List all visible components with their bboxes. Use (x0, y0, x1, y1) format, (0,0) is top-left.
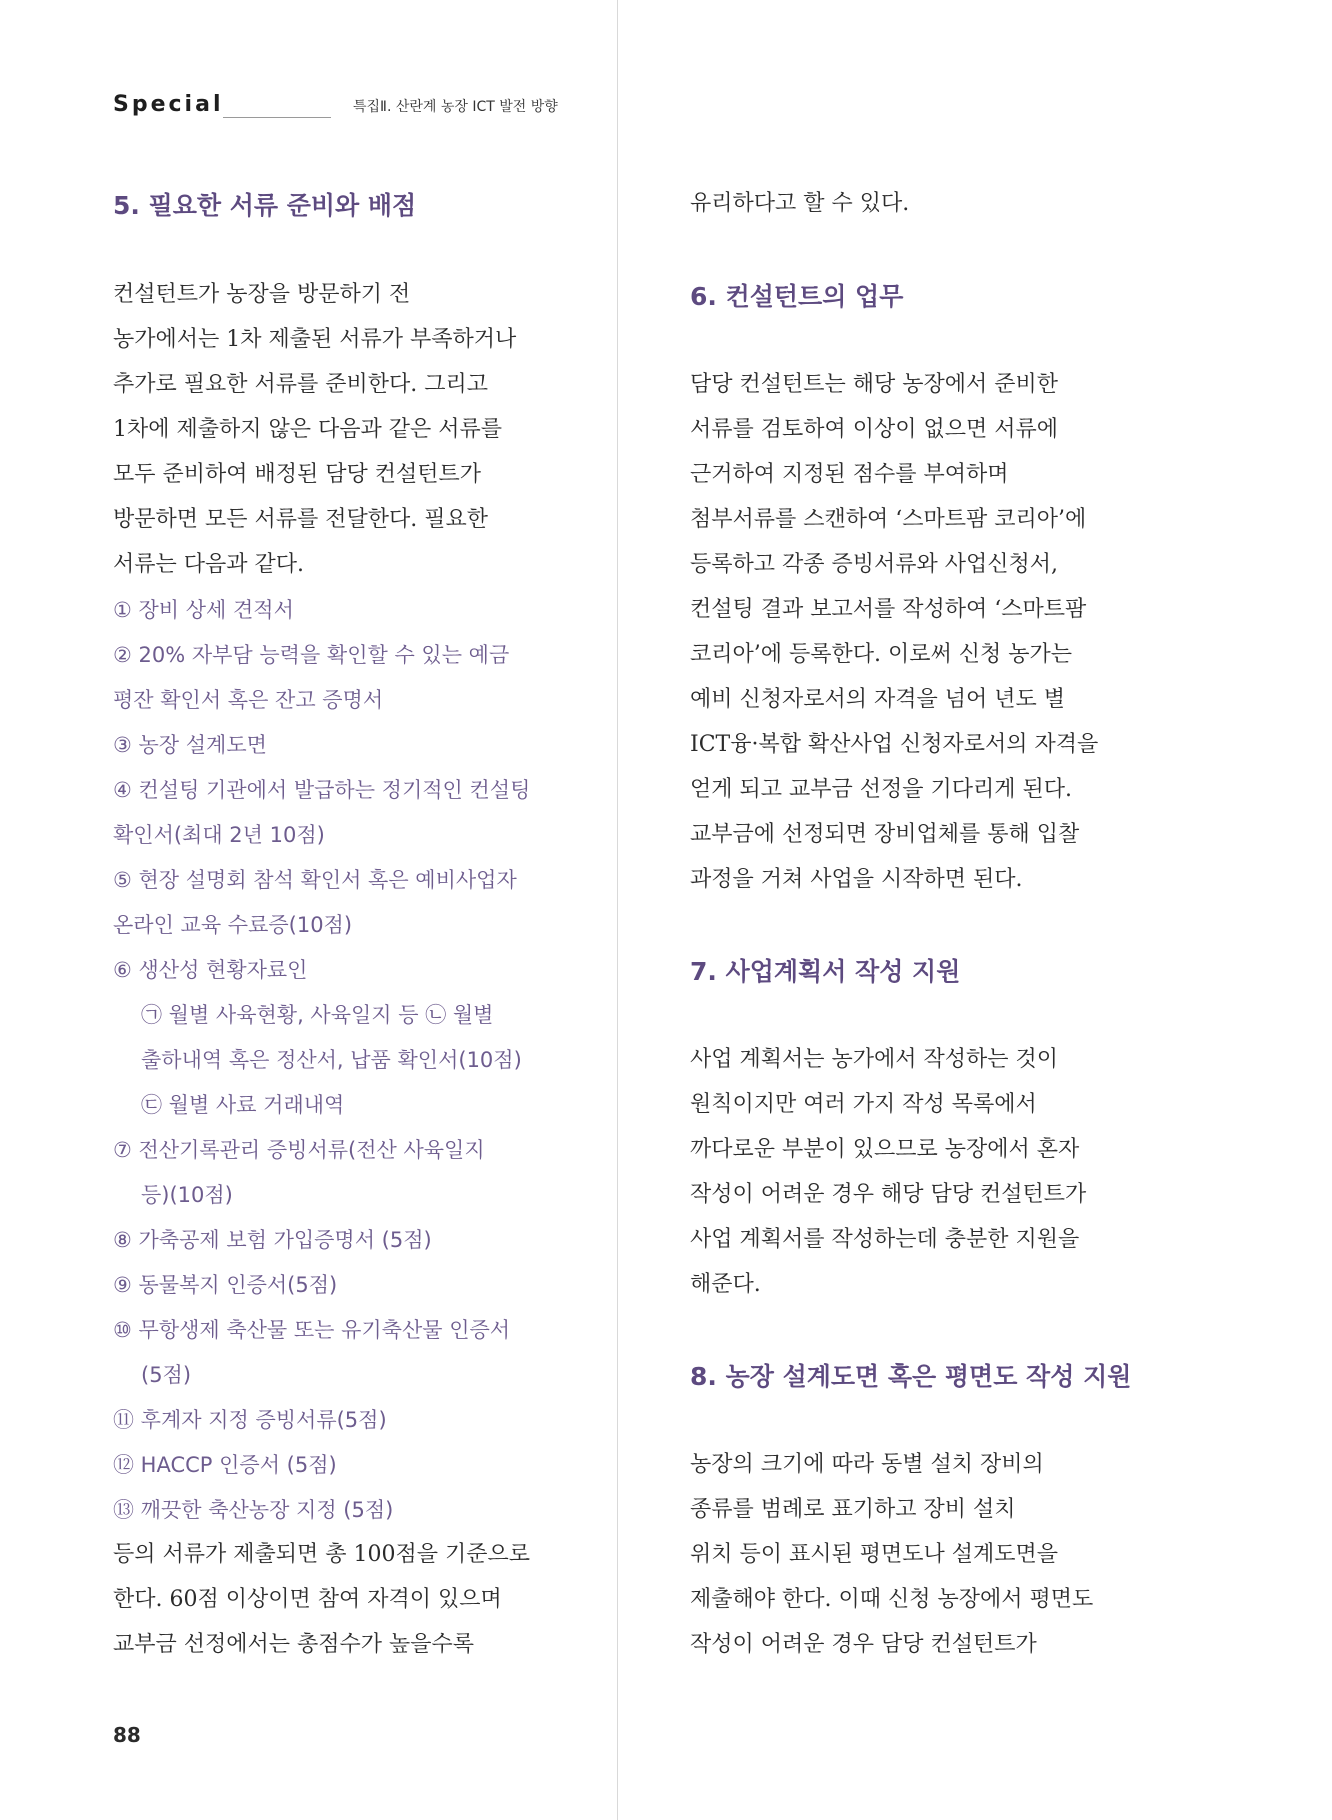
document-list-item: ① 장비 상세 견적서 (113, 598, 294, 622)
paragraph-line: 교부금 선정에서는 총점수가 높을수록 (113, 1632, 475, 1657)
document-list-item: ⑬ 깨끗한 축산농장 지정 (5점) (113, 1498, 394, 1522)
paragraph-line: 작성이 어려운 경우 해당 담당 컨설턴트가 (690, 1182, 1087, 1207)
paragraph-line: 담당 컨설턴트는 해당 농장에서 준비한 (690, 372, 1059, 397)
paragraph-line: 한다. 60점 이상이면 참여 자격이 있으며 (113, 1587, 502, 1612)
section-heading-6: 6. 컨설턴트의 업무 (690, 282, 904, 311)
paragraph-line: 유리하다고 할 수 있다. (690, 191, 910, 216)
document-sub-item: 출하내역 혹은 정산서, 납품 확인서(10점) (141, 1048, 522, 1072)
document-list-item: ⑧ 가축공제 보험 가입증명서 (5점) (113, 1228, 432, 1252)
document-list-item: ⑨ 동물복지 인증서(5점) (113, 1273, 338, 1297)
paragraph-line: 첨부서류를 스캔하여 ‘스마트팜 코리아’에 (690, 507, 1087, 532)
document-sub-item: ㉢ 월별 사료 거래내역 (141, 1093, 345, 1117)
page-header (113, 90, 633, 122)
document-list-item: ③ 농장 설계도면 (113, 733, 267, 757)
paragraph-line: 근거하여 지정된 점수를 부여하며 (690, 462, 1009, 487)
page-gutter-divider (617, 0, 618, 1820)
paragraph-line: 등록하고 각종 증빙서류와 사업신청서, (690, 552, 1059, 577)
paragraph-line: 얻게 되고 교부금 선정을 기다리게 된다. (690, 777, 1072, 802)
paragraph-line: 작성이 어려운 경우 담당 컨설턴트가 (690, 1632, 1037, 1657)
section-heading-5: 5. 필요한 서류 준비와 배점 (113, 191, 417, 220)
paragraph-line: 원칙이지만 여러 가지 작성 목록에서 (690, 1092, 1037, 1117)
document-list-item: ⑫ HACCP 인증서 (5점) (113, 1453, 337, 1477)
paragraph-line: 방문하면 모든 서류를 전달한다. 필요한 (113, 507, 488, 532)
document-list-item: ② 20% 자부담 능력을 확인할 수 있는 예금 (113, 643, 510, 667)
document-list-item: ⑥ 생산성 현황자료인 (113, 958, 308, 982)
document-list-item: 확인서(최대 2년 10점) (113, 823, 325, 847)
document-list-item: 평잔 확인서 혹은 잔고 증명서 (113, 688, 384, 712)
paragraph-line: 사업 계획서를 작성하는데 충분한 지원을 (690, 1227, 1080, 1252)
document-list-item: (5점) (141, 1363, 192, 1387)
paragraph-line: ICT융·복합 확산사업 신청자로서의 자격을 (690, 732, 1099, 757)
paragraph-line: 사업 계획서는 농가에서 작성하는 것이 (690, 1047, 1059, 1072)
section-heading-7: 7. 사업계획서 작성 지원 (690, 957, 961, 986)
section-brand: Special (113, 92, 224, 117)
document-list-item: ⑤ 현장 설명회 참석 확인서 혹은 예비사업자 (113, 868, 517, 892)
paragraph-line: 종류를 범례로 표기하고 장비 설치 (690, 1497, 1016, 1522)
paragraph-line: 등의 서류가 제출되면 총 100점을 기준으로 (113, 1542, 530, 1567)
paragraph-line: 컨설팅 결과 보고서를 작성하여 ‘스마트팜 (690, 597, 1087, 622)
document-list-item: 온라인 교육 수료증(10점) (113, 913, 353, 937)
paragraph-line: 1차에 제출하지 않은 다음과 같은 서류를 (113, 417, 502, 442)
paragraph-line: 제출해야 한다. 이때 신청 농장에서 평면도 (690, 1587, 1094, 1612)
paragraph-line: 서류는 다음과 같다. (113, 552, 304, 577)
paragraph-line: 추가로 필요한 서류를 준비한다. 그리고 (113, 372, 488, 397)
paragraph-line: 위치 등이 표시된 평면도나 설계도면을 (690, 1542, 1059, 1567)
paragraph-line: 농가에서는 1차 제출된 서류가 부족하거나 (113, 327, 517, 352)
paragraph-line: 코리아’에 등록한다. 이로써 신청 농가는 (690, 642, 1072, 667)
paragraph-line: 해준다. (690, 1272, 761, 1297)
document-list-item: ⑦ 전산기록관리 증빙서류(전산 사육일지 (113, 1138, 485, 1162)
running-title: 특집Ⅱ. 산란계 농장 ICT 발전 방향 (353, 99, 558, 115)
section-heading-8: 8. 농장 설계도면 혹은 평면도 작성 지원 (690, 1362, 1132, 1391)
document-list-item: ⑩ 무항생제 축산물 또는 유기축산물 인증서 (113, 1318, 511, 1342)
document-list-item: 등)(10점) (141, 1183, 233, 1207)
paragraph-line: 예비 신청자로서의 자격을 넘어 년도 별 (690, 687, 1065, 712)
page-number: 88 (113, 1723, 141, 1747)
paragraph-line: 교부금에 선정되면 장비업체를 통해 입찰 (690, 822, 1080, 847)
paragraph-line: 모두 준비하여 배정된 담당 컨설턴트가 (113, 462, 482, 487)
document-list-item: ⑪ 후계자 지정 증빙서류(5점) (113, 1408, 387, 1432)
document-list-item: ④ 컨설팅 기관에서 발급하는 정기적인 컨설팅 (113, 778, 531, 802)
paragraph-line: 과정을 거쳐 사업을 시작하면 된다. (690, 867, 1023, 892)
paragraph-line: 컨설턴트가 농장을 방문하기 전 (113, 282, 411, 307)
paragraph-line: 서류를 검토하여 이상이 없으면 서류에 (690, 417, 1059, 442)
paragraph-line: 농장의 크기에 따라 동별 설치 장비의 (690, 1452, 1044, 1477)
paragraph-line: 까다로운 부분이 있으므로 농장에서 혼자 (690, 1137, 1080, 1162)
header-rule (223, 117, 331, 118)
document-sub-item: ㉠ 월별 사육현황, 사육일지 등 ㉡ 월별 (141, 1003, 494, 1027)
